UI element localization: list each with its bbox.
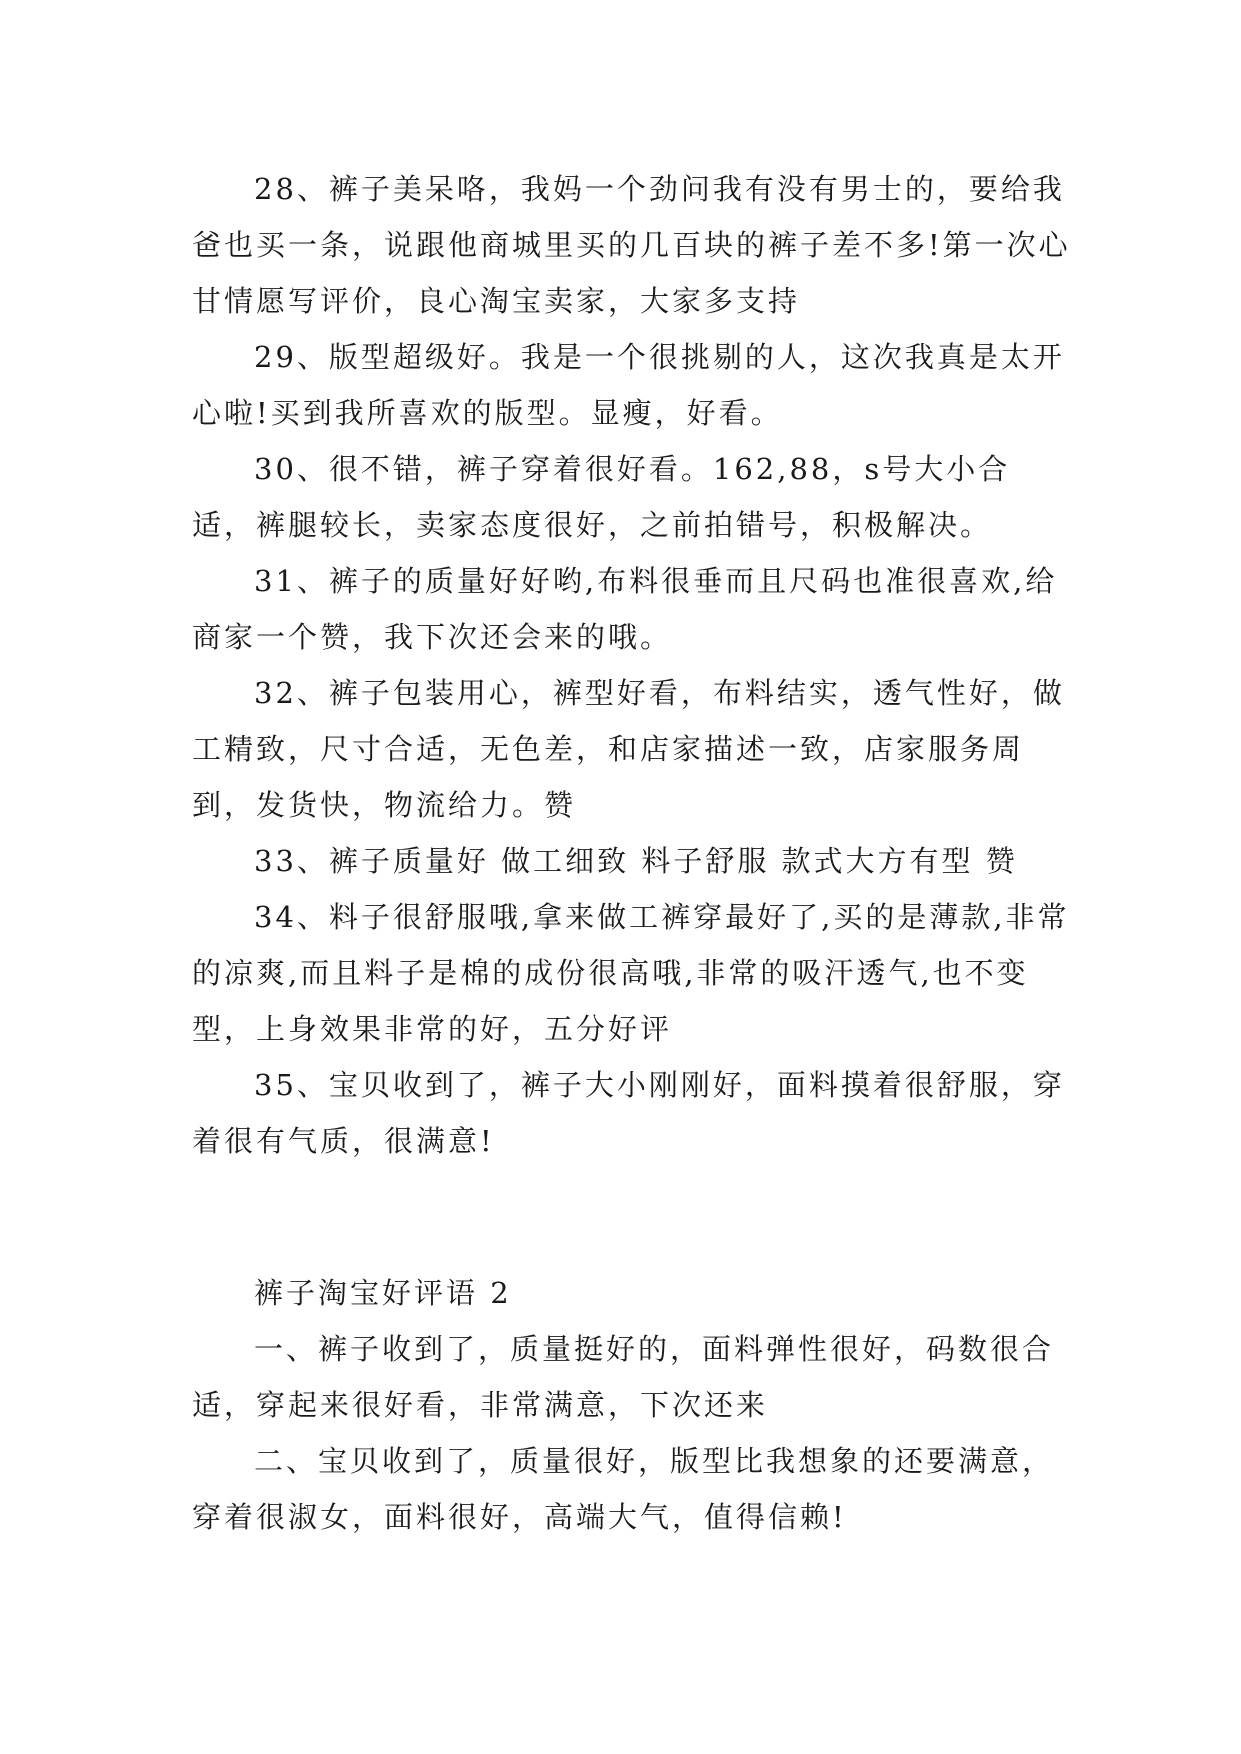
review-paragraph-28: 28、裤子美呆咯，我妈一个劲问我有没有男士的，要给我爸也买一条，说跟他商城里买的几百块的裤子差不多!第一次心甘情愿写评价，良心淘宝卖家，大家多支持 <box>192 172 1071 318</box>
review-paragraph-1: 一、裤子收到了，质量挺好的，面料弹性很好，码数很合适，穿起来很好看，非常满意，下次还来 <box>192 1332 1055 1422</box>
review-paragraph-29: 29、版型超级好。我是一个很挑剔的人，这次我真是太开心啦!买到我所喜欢的版型。显瘦，好看。 <box>192 340 1065 430</box>
section-spacer <box>192 1169 1072 1265</box>
review-paragraph-30: 30、很不错，裤子穿着很好看。162,88，s号大小合适，裤腿较长，卖家态度很好，之前拍错号，积极解决。 <box>192 452 1011 542</box>
section-title: 裤子淘宝好评语 2 <box>254 1276 512 1310</box>
review-paragraph-31: 31、裤子的质量好好哟,布料很垂而且尺码也准很喜欢,给商家一个赞，我下次还会来的哦。 <box>192 564 1058 654</box>
review-paragraph-35: 35、宝贝收到了，裤子大小刚刚好，面料摸着很舒服，穿着很有气质，很满意! <box>192 1068 1065 1158</box>
review-paragraph-2: 二、宝贝收到了，质量很好，版型比我想象的还要满意，穿着很淑女，面料很好，高端大气，值得信赖! <box>192 1444 1055 1534</box>
review-paragraph-32: 32、裤子包装用心，裤型好看，布料结实，透气性好，做工精致，尺寸合适，无色差，和店家描述一致，店家服务周到，发货快，物流给力。赞 <box>192 676 1065 822</box>
review-paragraph-34: 34、料子很舒服哦,拿来做工裤穿最好了,买的是薄款,非常的凉爽,而且料子是棉的成份很高哦,非常的吸汗透气,也不变型，上身效果非常的好，五分好评 <box>192 900 1070 1046</box>
review-paragraph-33: 33、裤子质量好 做工细致 料子舒服 款式大方有型 赞 <box>254 844 1018 878</box>
document-body <box>192 161 1072 1545</box>
